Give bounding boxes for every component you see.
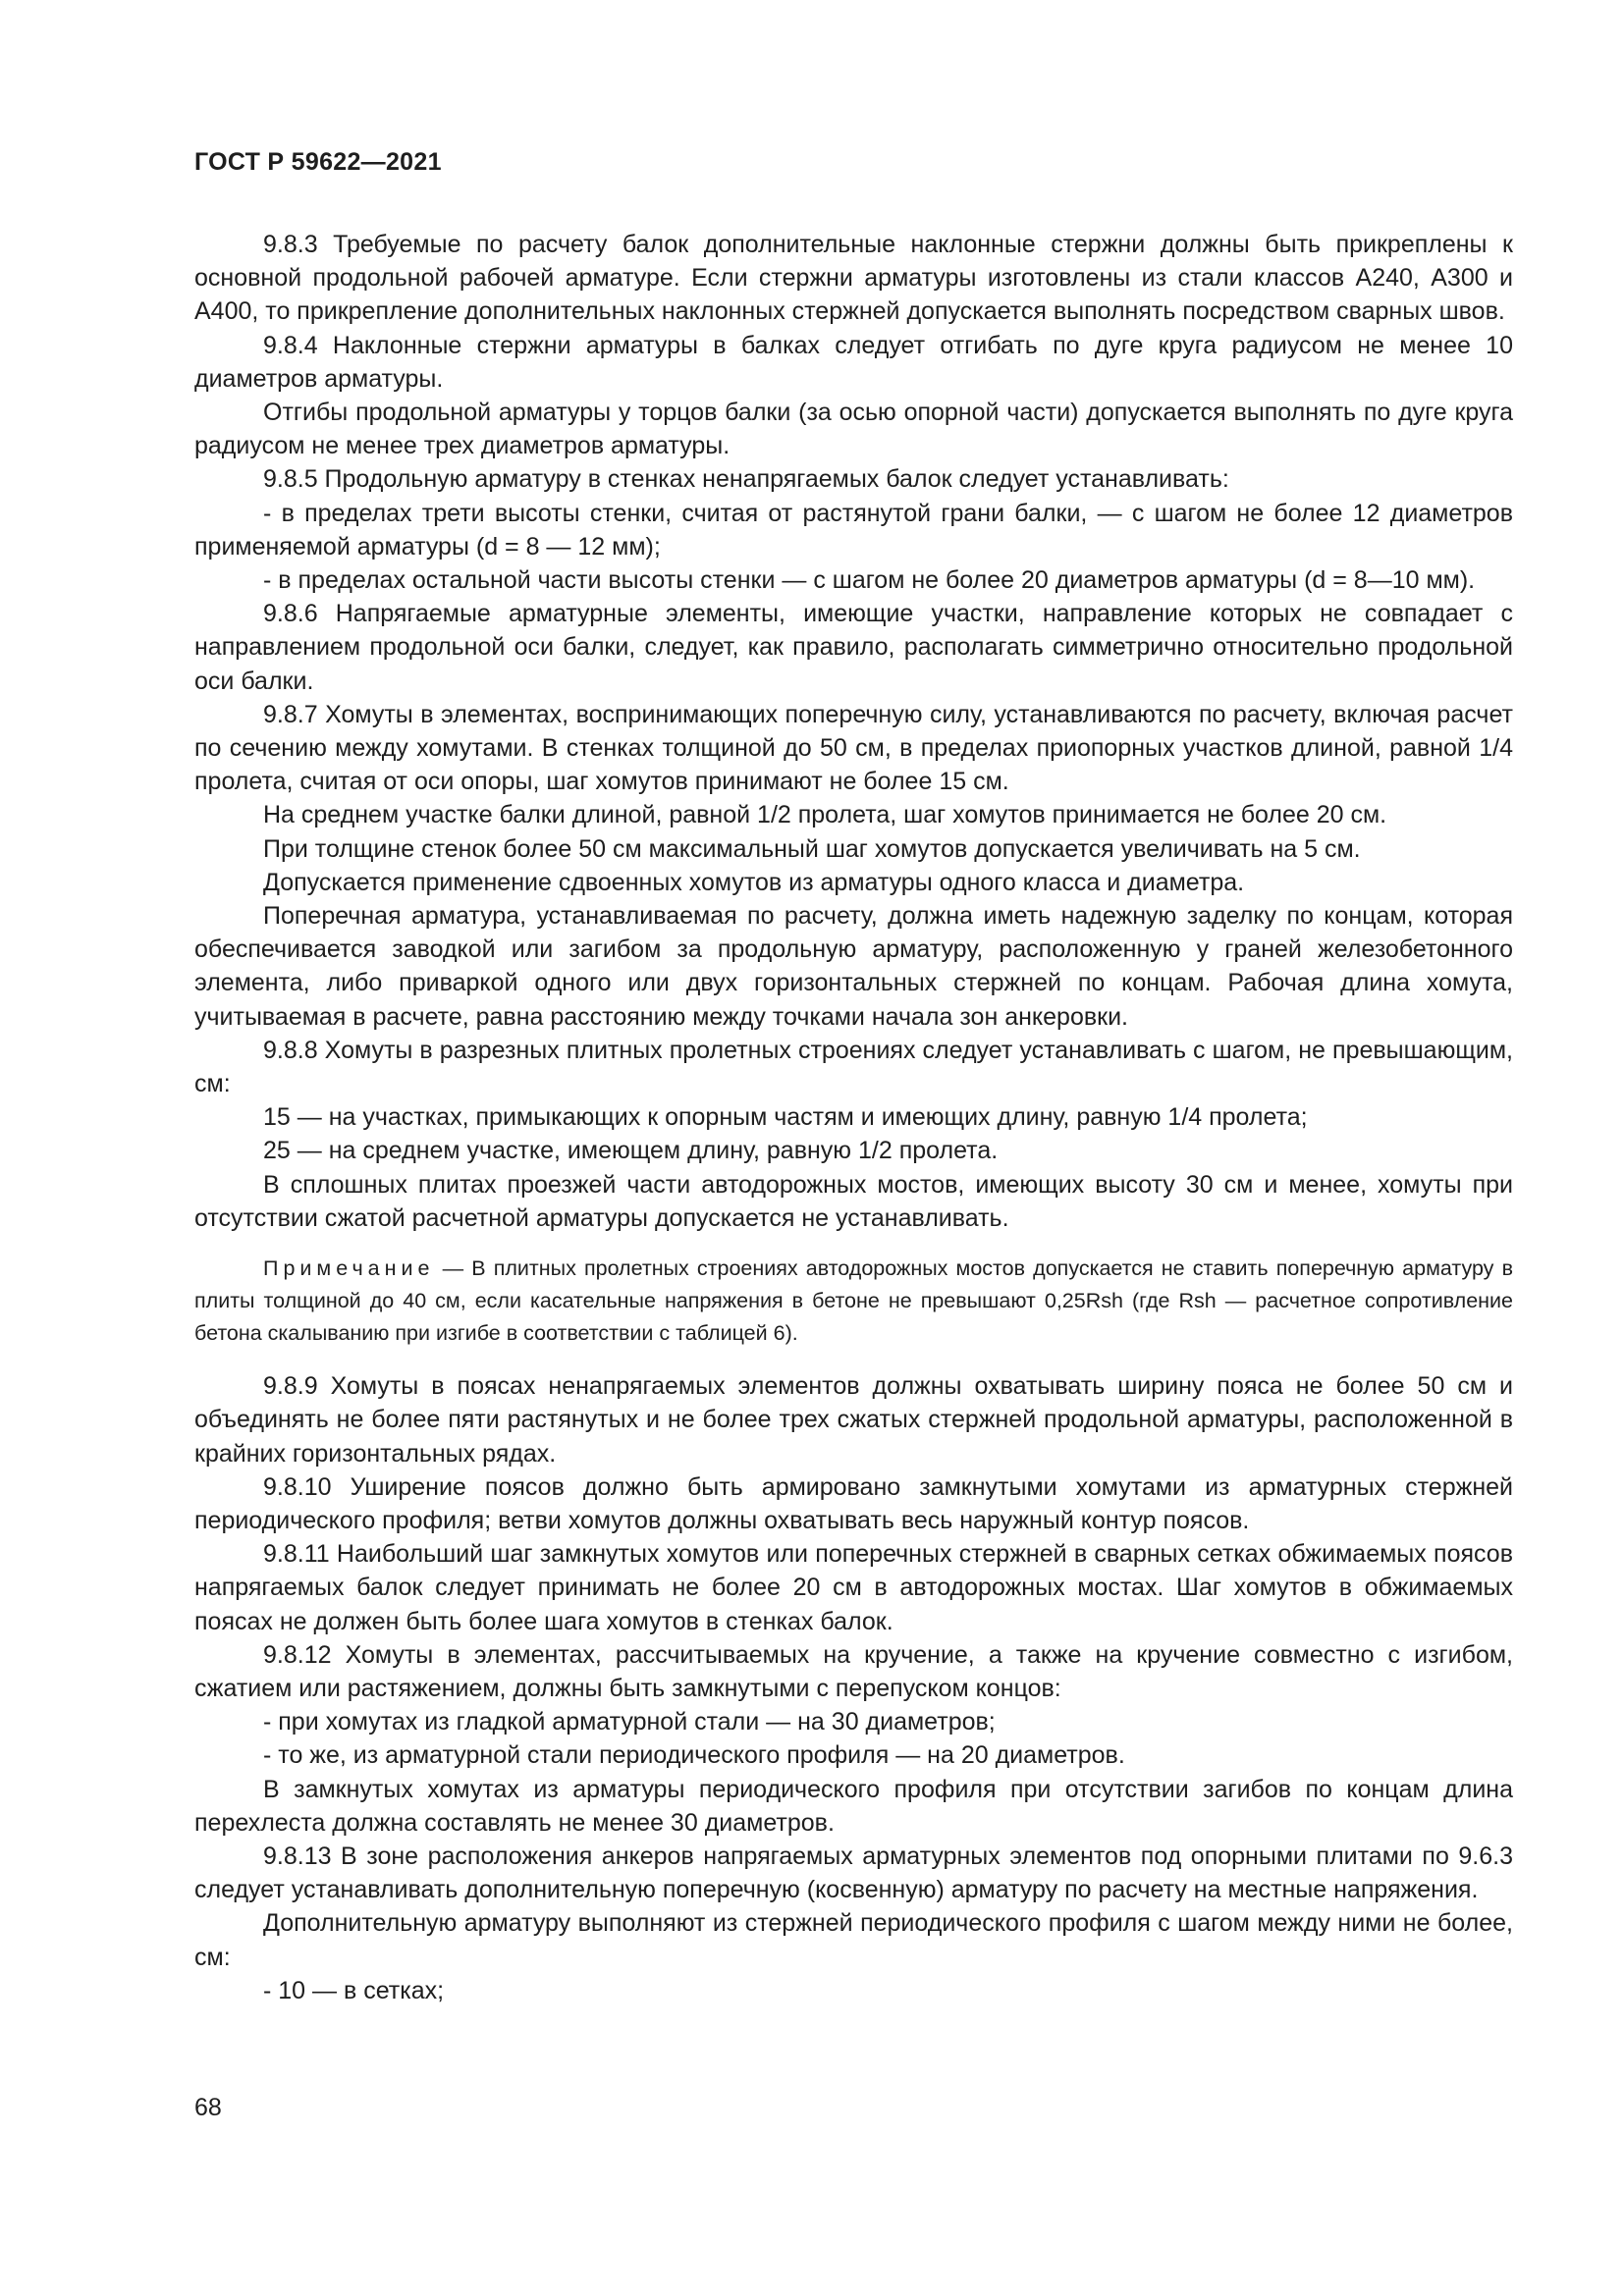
paragraph: 9.8.4 Наклонные стержни арматуры в балках следует отгибать по дуге круга радиусом не менее 10 диаметров арматуры. xyxy=(194,331,1513,393)
paragraph: В сплошных плитах проезжей части автодорожных мостов, имеющих высоту 30 см и менее, хомуты при отсутствии сжатой расчетной арматуры допускается не устанавливать. xyxy=(194,1170,1513,1232)
paragraph: 9.8.5 Продольную арматуру в стенках ненапрягаемых балок следует устанавливать: xyxy=(263,465,1229,494)
note-label: Примечание xyxy=(263,1256,435,1281)
list-item: 25 — на среднем участке, имеющем длину, равную 1/2 пролета. xyxy=(263,1137,999,1165)
list-item: - в пределах остальной части высоты стенки — с шагом не более 20 диаметров арматуры (d = 8—10 мм). xyxy=(263,566,1476,595)
paragraph: 9.8.8 Хомуты в разрезных плитных пролетных строениях следует устанавливать с шагом, не превышающим, см: xyxy=(194,1036,1513,1098)
document-header: ГОСТ Р 59622—2021 xyxy=(194,148,442,176)
list-item: - 10 — в сетках; xyxy=(263,1976,445,2004)
paragraph: 9.8.3 Требуемые по расчету балок дополнительные наклонные стержни должны быть прикреплены к основной продольной рабочей арматуре. Если стержни арматуры изготовлены из стали классов А240, А300 и А400, то прикрепление дополнительных наклонных стержней допускается выполнять посредством сварных швов. xyxy=(194,231,1513,326)
paragraph: 9.8.9 Хомуты в поясах ненапрягаемых элементов должны охватывать ширину пояса не более 50 см и объединять не более пяти растянутых и не более трех сжатых стержней продольной арматуры, расположенной в крайних горизонтальных рядах. xyxy=(194,1372,1513,1468)
paragraph: 9.8.12 Хомуты в элементах, рассчитываемых на кручение, а также на кручение совместно с изгибом, сжатием или растяжением, должны быть замкнутыми с перепуском концов: xyxy=(194,1640,1513,1702)
note xyxy=(194,1253,1513,1350)
page-number: 68 xyxy=(194,2094,222,2121)
paragraph: Допускается применение сдвоенных хомутов из арматуры одного класса и диаметра. xyxy=(263,868,1245,896)
paragraph: 9.8.6 Напрягаемые арматурные элементы, имеющие участки, направление которых не совпадает с направлением продольной оси балки, следует, как правило, располагать симметрично относительно продольной оси балки. xyxy=(194,600,1513,695)
paragraph: 9.8.10 Уширение поясов должно быть армировано замкнутыми хомутами из арматурных стержней периодического профиля; ветви хомутов должны охватывать весь наружный контур поясов. xyxy=(194,1472,1513,1534)
paragraph: Отгибы продольной арматуры у торцов балки (за осью опорной части) допускается выполнять по дуге круга радиусом не менее трех диаметров арматуры. xyxy=(194,399,1513,460)
document-body xyxy=(194,228,1513,2007)
list-item: - в пределах трети высоты стенки, считая от растянутой грани балки, — с шагом не более 12 диаметров применяемой арматуры (d = 8 — 12 мм); xyxy=(194,499,1513,561)
paragraph: На среднем участке балки длиной, равной 1/2 пролета, шаг хомутов принимается не более 20 см. xyxy=(263,801,1387,829)
list-item: 15 — на участках, примыкающих к опорным частям и имеющих длину, равную 1/4 пролета; xyxy=(263,1103,1308,1132)
list-item: - при хомутах из гладкой арматурной стали — на 30 диаметров; xyxy=(263,1708,996,1736)
paragraph: Поперечная арматура, устанавливаемая по расчету, должна иметь надежную заделку по концам, которая обеспечивается заводкой или загибом за продольную арматуру, расположенную у граней железобетонного элемента, либо приваркой одного или двух горизонтальных стержней по концам. Рабочая длина хомута, учитываемая в расчете, равна расстоянию между точками начала зон анкеровки. xyxy=(194,902,1513,1031)
paragraph: 9.8.11 Наибольший шаг замкнутых хомутов или поперечных стержней в сварных сетках обжимаемых поясов напрягаемых балок следует принимать не более 20 см в автодорожных мостах. Шаг хомутов в обжимаемых поясах не должен быть более шага хомутов в стенках балок. xyxy=(194,1540,1513,1635)
paragraph: 9.8.13 В зоне расположения анкеров напрягаемых арматурных элементов под опорными плитами по 9.6.3 следует устанавливать дополнительную поперечную (косвенную) арматуру по расчету на местные напряжения. xyxy=(194,1842,1513,1904)
paragraph: Дополнительную арматуру выполняют из стержней периодического профиля с шагом между ними не более, см: xyxy=(194,1909,1513,1971)
paragraph: В замкнутых хомутах из арматуры периодического профиля при отсутствии загибов по концам длина перехлеста должна составлять не менее 30 диаметров. xyxy=(194,1775,1513,1837)
note-text: — В плитных пролетных строениях автодорожных мостов допускается не ставить поперечную арматуру в плиты толщиной до 40 см, если касательные напряжения в бетоне не превышают 0,25Rsh (где Rsh — расчетное сопротивление бетона скалыванию при изгибе в соответствии с таблицей 6). xyxy=(194,1256,1513,1346)
paragraph: При толщине стенок более 50 см максимальный шаг хомутов допускается увеличивать на 5 см. xyxy=(263,834,1361,863)
list-item: - то же, из арматурной стали периодического профиля — на 20 диаметров. xyxy=(263,1741,1125,1770)
paragraph: 9.8.7 Хомуты в элементах, воспринимающих поперечную силу, устанавливаются по расчету, включая расчет по сечению между хомутами. В стенках толщиной до 50 см, в пределах приопорных участков длиной, равной 1/4 пролета, считая от оси опоры, шаг хомутов принимают не более 15 см. xyxy=(194,700,1513,796)
